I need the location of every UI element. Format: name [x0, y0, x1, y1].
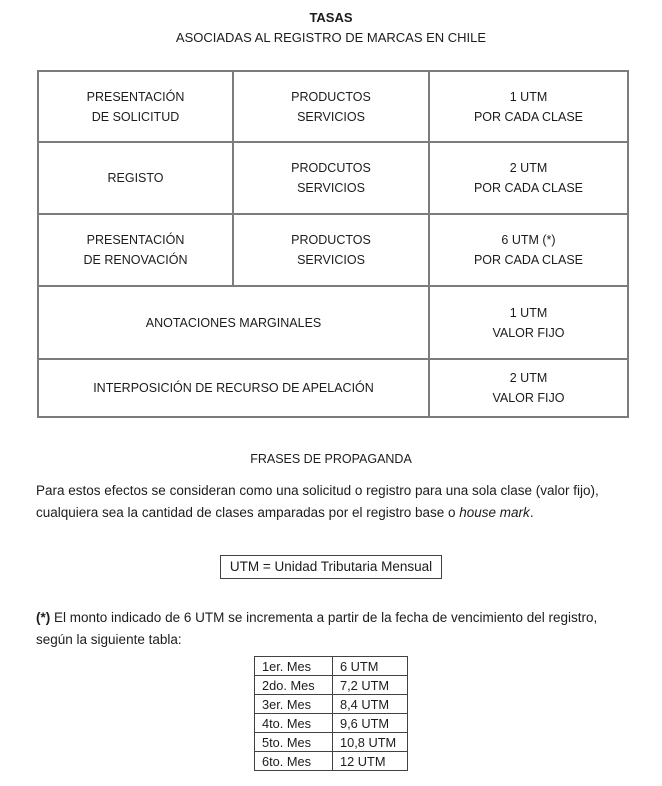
cell-line: POR CADA CLASE: [473, 253, 584, 267]
fees-row-recurso-apelacion: [38, 359, 628, 417]
doc-title: TASAS: [309, 10, 353, 25]
cell-line: PRESENTACIÓN: [86, 233, 185, 247]
cell-line: ANOTACIONES MARGINALES: [145, 315, 322, 330]
cell-line: DE SOLICITUD: [91, 109, 180, 124]
schedule-month-cell: 4to. Mes: [255, 714, 333, 733]
cell-line: SERVICIOS: [297, 181, 365, 195]
fee-scope-cell: [233, 71, 429, 142]
document-page: [0, 8, 662, 771]
fees-row-registro: [38, 142, 628, 214]
fee-amount-cell: [429, 359, 628, 417]
utm-increment-schedule-table: [254, 656, 408, 771]
fee-concept-cell: [38, 214, 233, 286]
cell-line: VALOR FIJO: [492, 391, 565, 405]
fee-amount-cell: [429, 142, 628, 214]
fees-table: [37, 70, 629, 418]
cell-line: SERVICIOS: [297, 109, 365, 124]
schedule-value-cell: 7,2 UTM: [333, 676, 408, 695]
footnote-line: [36, 607, 632, 629]
fees-row-presentacion-renovacion: [38, 214, 628, 286]
schedule-row: [255, 676, 408, 695]
paragraph-line: Para estos efectos se consideran como una solicitud o registro para una sola clase (valor fijo),: [36, 483, 599, 498]
cell-line: 6 UTM (*): [501, 233, 556, 247]
fee-concept-cell: [38, 71, 233, 142]
cell-line: PRESENTACIÓN: [86, 89, 185, 104]
fee-concept-cell: [38, 286, 429, 359]
schedule-value-cell: 10,8 UTM: [333, 733, 408, 752]
cell-line: 2 UTM: [509, 371, 548, 385]
schedule-month-cell: 3er. Mes: [255, 695, 333, 714]
schedule-value-cell: 8,4 UTM: [333, 695, 408, 714]
cell-line: INTERPOSICIÓN DE RECURSO DE APELACIÓN: [93, 381, 374, 395]
schedule-value-cell: 12 UTM: [333, 752, 408, 771]
schedule-row: [255, 695, 408, 714]
asterisk-marker: (*): [36, 610, 51, 625]
schedule-value-cell: 9,6 UTM: [333, 714, 408, 733]
fee-amount-cell: [429, 71, 628, 142]
paragraph-line: [36, 502, 632, 524]
section-heading-frases-de-propaganda: FRASES DE PROPAGANDA: [250, 452, 412, 466]
schedule-month-cell: 1er. Mes: [255, 657, 333, 676]
cell-line: REGISTO: [107, 171, 164, 185]
asterisk-footnote: [36, 607, 632, 651]
fee-scope-cell: [233, 214, 429, 286]
schedule-value-cell: 6 UTM: [333, 657, 408, 676]
doc-subtitle: ASOCIADAS AL REGISTRO DE MARCAS EN CHILE: [175, 30, 487, 45]
paragraph-text: cualquiera sea la cantidad de clases amparadas por el registro base o: [36, 505, 460, 520]
cell-line: SERVICIOS: [297, 253, 365, 267]
fee-concept-cell: [38, 359, 429, 417]
cell-line: VALOR FIJO: [492, 325, 565, 340]
footnote-text: El monto indicado de 6 UTM se incrementa a partir de la fecha de vencimiento del registro,: [50, 610, 598, 625]
schedule-row: [255, 733, 408, 752]
cell-line: POR CADA CLASE: [473, 181, 584, 195]
schedule-row: [255, 657, 408, 676]
cell-line: 1 UTM: [509, 305, 548, 320]
fee-concept-cell: [38, 142, 233, 214]
fees-row-anotaciones-marginales: [38, 286, 628, 359]
utm-definition-box: UTM = Unidad Tributaria Mensual: [220, 555, 442, 579]
cell-line: 1 UTM: [509, 89, 548, 104]
footnote-line: según la siguiente tabla:: [36, 632, 182, 647]
cell-line: PRODCUTOS: [291, 161, 371, 175]
paragraph-text: .: [529, 505, 534, 520]
schedule-row: [255, 714, 408, 733]
cell-line: 2 UTM: [509, 161, 548, 175]
schedule-month-cell: 6to. Mes: [255, 752, 333, 771]
schedule-row: [255, 752, 408, 771]
cell-line: PRODUCTOS: [291, 233, 371, 247]
cell-line: DE RENOVACIÓN: [83, 253, 188, 267]
propaganda-paragraph: [36, 480, 632, 524]
schedule-month-cell: 2do. Mes: [255, 676, 333, 695]
house-mark-italic-text: house mark: [459, 505, 530, 520]
cell-line: POR CADA CLASE: [473, 109, 584, 124]
fee-amount-cell: [429, 214, 628, 286]
schedule-month-cell: 5to. Mes: [255, 733, 333, 752]
fee-amount-cell: [429, 286, 628, 359]
cell-line: PRODUCTOS: [291, 89, 371, 104]
fees-row-presentacion-solicitud: [38, 71, 628, 142]
fee-scope-cell: [233, 142, 429, 214]
